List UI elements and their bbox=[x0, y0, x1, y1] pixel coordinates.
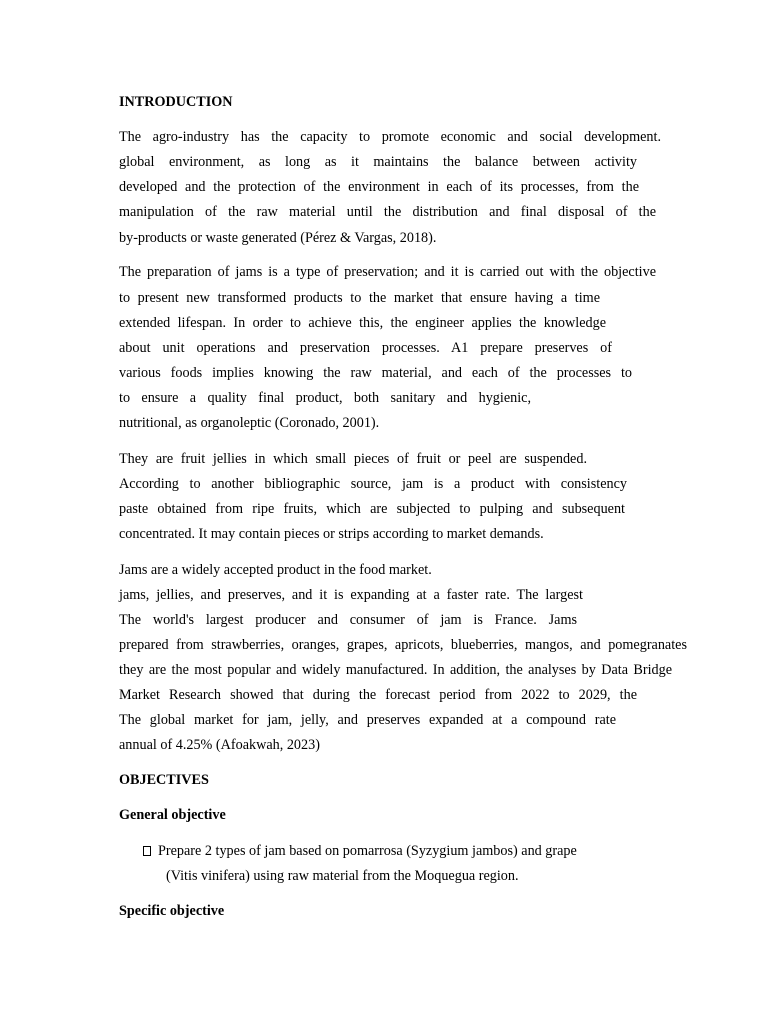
paragraph-line: manipulation of the raw material until the distribution and final disposal of the bbox=[119, 204, 656, 220]
paragraph-line: jams, jellies, and preserves, and it is expanding at a faster rate. The largest bbox=[119, 587, 583, 603]
paragraph-line: extended lifespan. In order to achieve this, the engineer applies the knowledge bbox=[119, 315, 606, 331]
paragraph-line: to ensure a quality final product, both sanitary and hygienic, bbox=[119, 390, 531, 406]
paragraph-line: paste obtained from ripe fruits, which are subjected to pulping and subsequent bbox=[119, 501, 625, 517]
paragraph-line: concentrated. It may contain pieces or strips according to market demands. bbox=[119, 526, 544, 542]
paragraph-line: various foods implies knowing the raw material, and each of the processes to bbox=[119, 365, 632, 381]
paragraph-line: The world's largest producer and consumer of jam is France. Jams bbox=[119, 612, 577, 628]
paragraph-line: Jams are a widely accepted product in the food market. bbox=[119, 562, 432, 578]
bullet-box-icon bbox=[143, 846, 151, 856]
paragraph-line: annual of 4.25% (Afoakwah, 2023) bbox=[119, 737, 320, 753]
paragraph-line: global environment, as long as it maintains the balance between activity bbox=[119, 154, 637, 170]
paragraph-line: The preparation of jams is a type of preservation; and it is carried out with the objective bbox=[119, 264, 656, 280]
paragraph-line: Market Research showed that during the forecast period from 2022 to 2029, the bbox=[119, 687, 637, 703]
paragraph-line: they are the most popular and widely manufactured. In addition, the analyses by Data Bridge bbox=[119, 662, 672, 678]
objective-bullet-item bbox=[143, 842, 577, 860]
paragraph-line: According to another bibliographic source, jam is a product with consistency bbox=[119, 476, 627, 492]
paragraph-line: The agro-industry has the capacity to promote economic and social development. bbox=[119, 129, 661, 145]
paragraph-line: about unit operations and preservation processes. A1 prepare preserves of bbox=[119, 340, 612, 356]
objective-line: (Vitis vinifera) using raw material from the Moquegua region. bbox=[166, 868, 519, 884]
paragraph-line: nutritional, as organoleptic (Coronado, 2001). bbox=[119, 415, 380, 431]
paragraph-line: The global market for jam, jelly, and preserves expanded at a compound rate bbox=[119, 712, 616, 728]
introduction-heading: INTRODUCTION bbox=[119, 94, 233, 110]
paragraph-line: by-products or waste generated (Pérez & Vargas, 2018). bbox=[119, 230, 437, 246]
paragraph-line: to present new transformed products to the market that ensure having a time bbox=[119, 290, 600, 306]
paragraph-line: prepared from strawberries, oranges, grapes, apricots, blueberries, mangos, and pomegranates bbox=[119, 637, 687, 653]
paragraph-line: developed and the protection of the environment in each of its processes, from the bbox=[119, 179, 639, 195]
paragraph-line: They are fruit jellies in which small pieces of fruit or peel are suspended. bbox=[119, 451, 587, 467]
objective-line: Prepare 2 types of jam based on pomarrosa (Syzygium jambos) and grape bbox=[158, 843, 577, 859]
general-objective-heading: General objective bbox=[119, 807, 226, 823]
specific-objective-heading: Specific objective bbox=[119, 903, 225, 919]
objectives-heading: OBJECTIVES bbox=[119, 772, 209, 788]
